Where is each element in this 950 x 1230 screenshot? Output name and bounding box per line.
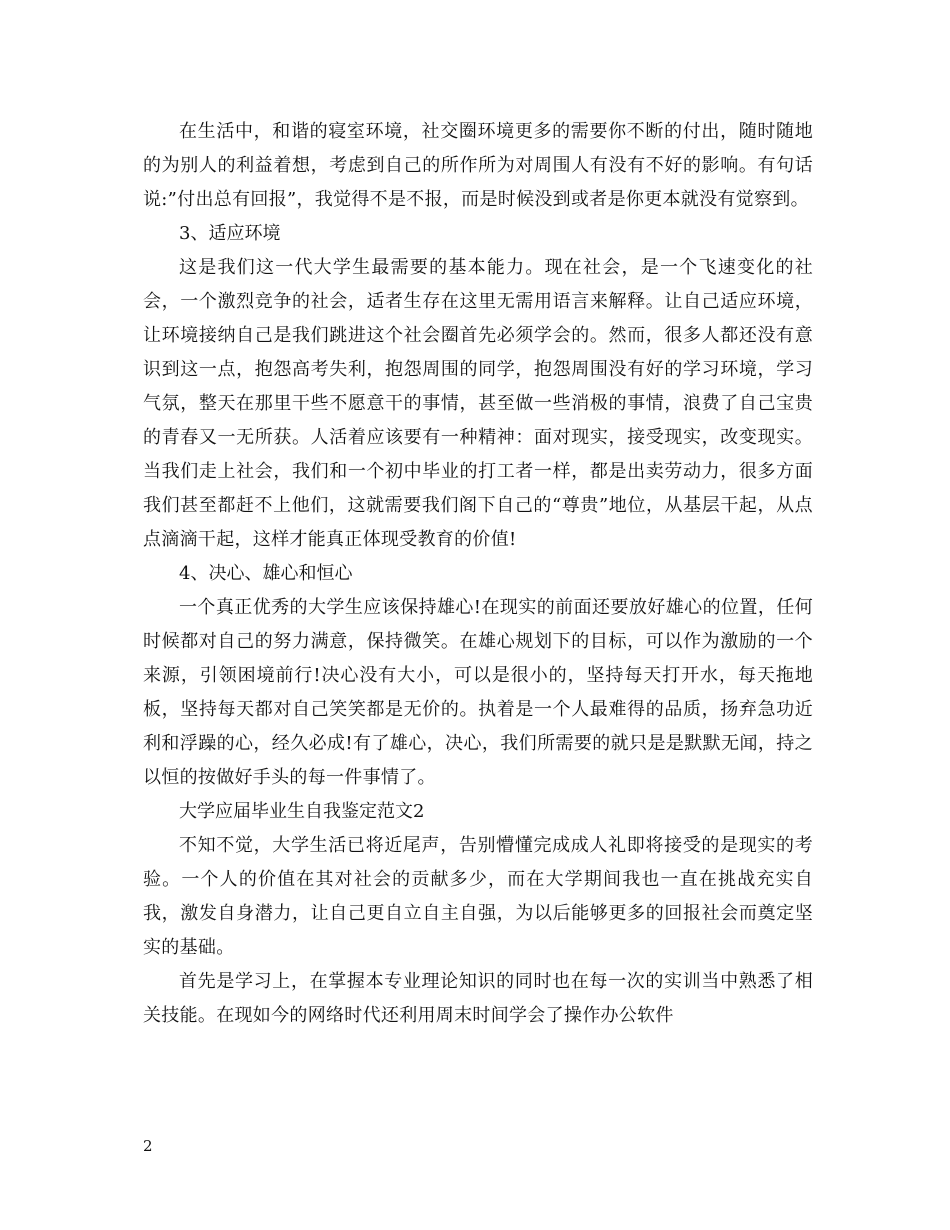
paragraph-adapt-environment: 这是我们这一代大学生最需要的基本能力。现在社会，是一个飞速变化的社会，一个激烈竞争的社会，适者生存在这里无需用语言来解释。让自己适应环境，让环境接纳自己是我们跳进这个社会圈首先必须学会的。然而，很多人都还没有意识到这一点，抱怨高考失利，抱怨周围的同学，抱怨周围没有好的学习环境，学习气氛，整天在那里干些不愿意干的事情，甚至做一些消极的事情，浪费了自己宝贵的青春又一无所获。人活着应该要有一种精神：面对现实，接受现实，改变现实。当我们走上社会，我们和一个初中毕业的打工者一样，都是出卖劳动力，很多方面我们甚至都赶不上他们，这就需要我们阁下自己的“尊贵”地位，从基层干起，从点点滴滴干起，这样才能真正体现受教育的价值!: [143, 257, 813, 550]
paragraph-college-life: 不知不觉，大学生活已将近尾声，告别懵懂完成成人礼即将接受的是现实的考验。一个人的价值在其对社会的贡献多少，而在大学期间我也一直在挑战充实自我，激发自身潜力，让自己更自立自主自强，为以后能够更多的回报社会而奠定坚实的基础。: [143, 835, 813, 958]
page-number: 2: [143, 1137, 153, 1155]
paragraph-determination: 一个真正优秀的大学生应该保持雄心!在现实的前面还要放好雄心的位置，任何时候都对自己的努力满意，保持微笑。在雄心规划下的目标，可以作为激励的一个来源，引领困境前行!决心没有大小，可以是很小的，坚持每天打开水，每天拖地板，坚持每天都对自己笑笑都是无价的。执着是一个人最难得的品质，扬弃急功近利和浮躁的心，经久必成!有了雄心，决心，我们所需要的就只是是默默无闻，持之以恒的按做好手头的每一件事情了。: [143, 597, 813, 788]
paragraph-study: 首先是学习上，在掌握本专业理论知识的同时也在每一次的实训当中熟悉了相关技能。在现如今的网络时代还利用周末时间学会了操作办公软件: [143, 971, 813, 1026]
document-body: [143, 115, 813, 1033]
section-heading-adapt-environment: 3、适应环境: [179, 223, 281, 244]
sample-title: 大学应届毕业生自我鉴定范文2: [179, 801, 425, 822]
paragraph-dorm-environment: 在生活中，和谐的寝室环境，社交圈环境更多的需要你不断的付出，随时随地的为别人的利益着想，考虑到自己的所作所为对周围人有没有不好的影响。有句话说:”付出总有回报”，我觉得不是不报，而是时候没到或者是你更本就没有觉察到。: [143, 121, 813, 210]
section-heading-determination: 4、决心、雄心和恒心: [179, 563, 353, 584]
